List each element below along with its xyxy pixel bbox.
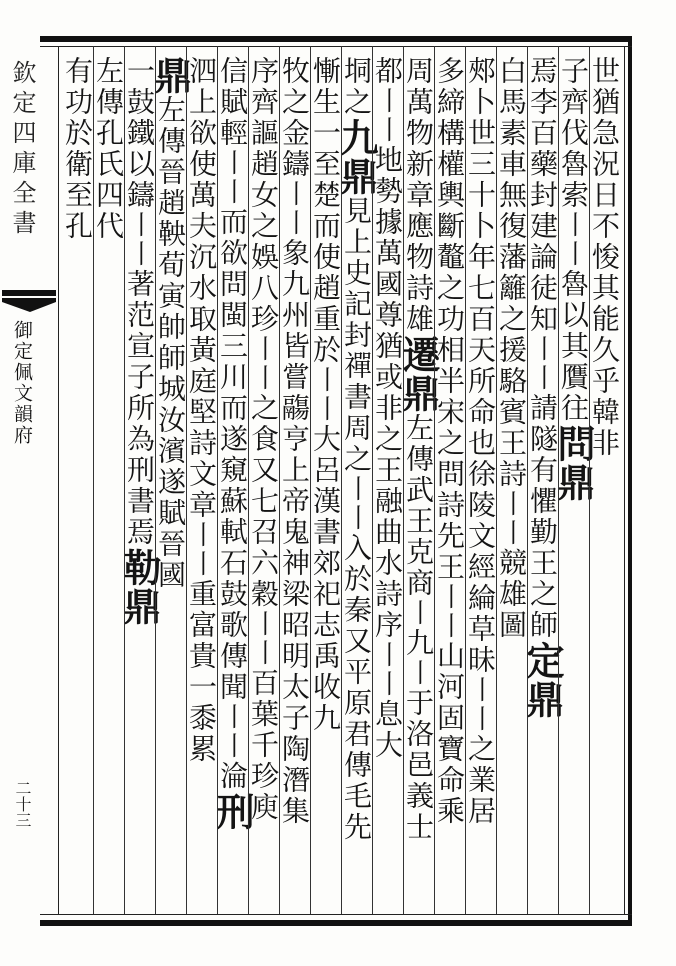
repeat-mark: 丨丨 bbox=[310, 366, 340, 424]
text-run: 左傳孔氏四代 bbox=[92, 56, 125, 242]
text-run: 山河固寶命乘 bbox=[433, 641, 466, 827]
headword-char: 刑 bbox=[210, 792, 255, 831]
text-run: 九 bbox=[402, 628, 435, 659]
text-run: 勤王之師 bbox=[526, 517, 559, 641]
column-divider bbox=[279, 46, 280, 914]
repeat-mark: 丨丨 bbox=[496, 490, 526, 548]
repeat-mark: 丨丨 bbox=[558, 211, 588, 269]
column-divider bbox=[217, 46, 218, 914]
text-run: 重富貴一黍累 bbox=[185, 579, 218, 765]
column-divider bbox=[341, 46, 342, 914]
headword-char: 鼎 bbox=[520, 680, 565, 719]
column-divider bbox=[372, 46, 373, 914]
column-divider bbox=[589, 46, 590, 914]
headword-char: 鼎 bbox=[551, 463, 596, 502]
repeat-mark: 丨丨 bbox=[186, 521, 216, 579]
text-run: 有功於衛至孔 bbox=[61, 56, 94, 242]
text-run: 序齊謳趙女之娛八珍 bbox=[247, 56, 280, 335]
text-run: 多締構權輿斷鼇之功相半宋之問詩先王 bbox=[433, 56, 466, 583]
headword-char: 問 bbox=[551, 424, 596, 463]
repeat-mark: 丨丨 bbox=[279, 180, 309, 238]
text-run: 魯以其贋往 bbox=[557, 269, 590, 424]
text-column bbox=[396, 56, 441, 906]
column-divider bbox=[558, 46, 559, 914]
text-run: 競雄圖 bbox=[495, 548, 528, 641]
margin-book-subtitle: 御定佩文韻府 bbox=[11, 320, 33, 446]
text-run: 大呂漢書郊祀志禹收九 bbox=[309, 424, 342, 734]
text-run: 垌之 bbox=[340, 56, 373, 118]
frame-bottom-rule bbox=[40, 914, 632, 915]
text-run: 著范宣子所為刑書焉 bbox=[123, 269, 156, 548]
text-column bbox=[551, 56, 596, 906]
text-run: 子齊伐魯索 bbox=[557, 56, 590, 211]
headword-char: 定 bbox=[520, 641, 565, 680]
text-run: 猶或非之王融曲水詩序 bbox=[371, 331, 404, 641]
repeat-mark: 丨丨 bbox=[217, 149, 247, 207]
headword-char: 鼎 bbox=[396, 374, 441, 413]
text-run: 見上史記封禪書周之 bbox=[340, 196, 373, 475]
text-run: 泗上欲使萬夫沉水取黃庭堅詩文章 bbox=[185, 56, 218, 521]
text-column bbox=[279, 56, 310, 906]
text-run: 淪 bbox=[216, 761, 249, 792]
column-divider bbox=[124, 46, 125, 914]
text-run: 地勢據萬國尊 bbox=[371, 145, 404, 331]
repeat-mark: 丨丨 bbox=[217, 703, 247, 761]
gutter-rule bbox=[58, 46, 59, 914]
repeat-mark: 丨丨 bbox=[248, 610, 278, 668]
column-divider bbox=[403, 46, 404, 914]
column-divider bbox=[434, 46, 435, 914]
repeat-mark: 丨丨 bbox=[434, 583, 464, 641]
text-run: 象九州皆嘗鬺亨上帝鬼神梁昭明太子陶潛集 bbox=[278, 238, 311, 827]
text-column bbox=[148, 56, 193, 906]
text-run: 一鼓鐵以鑄 bbox=[123, 56, 156, 211]
text-run: 入於秦又平原君傳毛先 bbox=[340, 533, 373, 843]
text-run: 左傳武王克商 bbox=[402, 413, 435, 599]
text-run: 牧之金鑄 bbox=[278, 56, 311, 180]
text-column bbox=[310, 56, 341, 906]
repeat-mark: 丨丨 bbox=[341, 475, 371, 533]
repeat-mark: 丨 bbox=[403, 599, 433, 628]
text-run: 白馬素車無復藩籬之援駱賓王詩 bbox=[495, 56, 528, 490]
text-column bbox=[210, 56, 255, 906]
frame-top-rule bbox=[40, 46, 632, 47]
text-run: 而欲問閩三川而遂窺蘇軾石鼓歌傳聞 bbox=[216, 207, 249, 703]
text-run: 請隧有懼 bbox=[526, 393, 559, 517]
text-run: 焉李百藥封建論徒知 bbox=[526, 56, 559, 335]
text-column bbox=[465, 56, 496, 906]
text-run: 百葉千珍庾 bbox=[247, 668, 280, 823]
text-run: 信賦輕 bbox=[216, 56, 249, 149]
column-divider bbox=[93, 46, 94, 914]
text-run: 生一至楚而使趙重於 bbox=[309, 87, 342, 366]
headword-char: 九 bbox=[334, 118, 379, 157]
headword-char: 遷 bbox=[396, 335, 441, 374]
text-run: 周萬物新章應物詩雄 bbox=[402, 56, 435, 335]
text-run: 世猶急況日不悛其能久乎韓非 bbox=[588, 56, 621, 459]
text-run: 息大 bbox=[371, 699, 404, 761]
margin-book-title: 欽定四庫全書 bbox=[8, 60, 36, 240]
text-column bbox=[248, 56, 279, 906]
text-column bbox=[520, 56, 565, 906]
repeat-mark: 丨丨 bbox=[372, 641, 402, 699]
text-run: 慚 bbox=[309, 56, 342, 87]
text-column bbox=[496, 56, 527, 906]
column-divider bbox=[527, 46, 528, 914]
repeat-mark: 丨丨 bbox=[527, 335, 557, 393]
text-run: 郟卜世三十卜年七百天所命也徐陵文經綸草昧 bbox=[464, 56, 497, 676]
text-run: 左傳晉趙鞅荀寅帥師城汝濱遂賦晉國 bbox=[154, 95, 187, 591]
frame-right-rule bbox=[624, 46, 625, 914]
text-column bbox=[334, 56, 379, 906]
column-divider bbox=[465, 46, 466, 914]
repeat-mark: 丨 bbox=[403, 659, 433, 688]
fishtail-mark-icon bbox=[0, 288, 58, 314]
repeat-mark: 丨丨 bbox=[465, 676, 495, 734]
headword-char: 鼎 bbox=[334, 157, 379, 196]
text-column bbox=[117, 56, 162, 906]
text-column bbox=[62, 56, 93, 906]
text-run: 之業居 bbox=[464, 734, 497, 827]
text-column bbox=[93, 56, 124, 906]
column-divider bbox=[155, 46, 156, 914]
column-divider bbox=[248, 46, 249, 914]
column-divider bbox=[186, 46, 187, 914]
headword-char: 鼎 bbox=[148, 56, 193, 95]
text-run: 都 bbox=[371, 56, 404, 87]
text-run: 之食又七召六穀 bbox=[247, 393, 280, 610]
headword-char: 勒 bbox=[117, 548, 162, 587]
column-divider bbox=[310, 46, 311, 914]
text-column bbox=[434, 56, 465, 906]
text-run: 于洛邑義士 bbox=[402, 688, 435, 843]
text-column bbox=[186, 56, 217, 906]
repeat-mark: 丨丨 bbox=[124, 211, 154, 269]
repeat-mark: 丨丨 bbox=[248, 335, 278, 393]
repeat-mark: 丨丨 bbox=[372, 87, 402, 145]
headword-char: 鼎 bbox=[117, 587, 162, 626]
page-number: 二十三 bbox=[13, 780, 32, 828]
column-divider bbox=[496, 46, 497, 914]
